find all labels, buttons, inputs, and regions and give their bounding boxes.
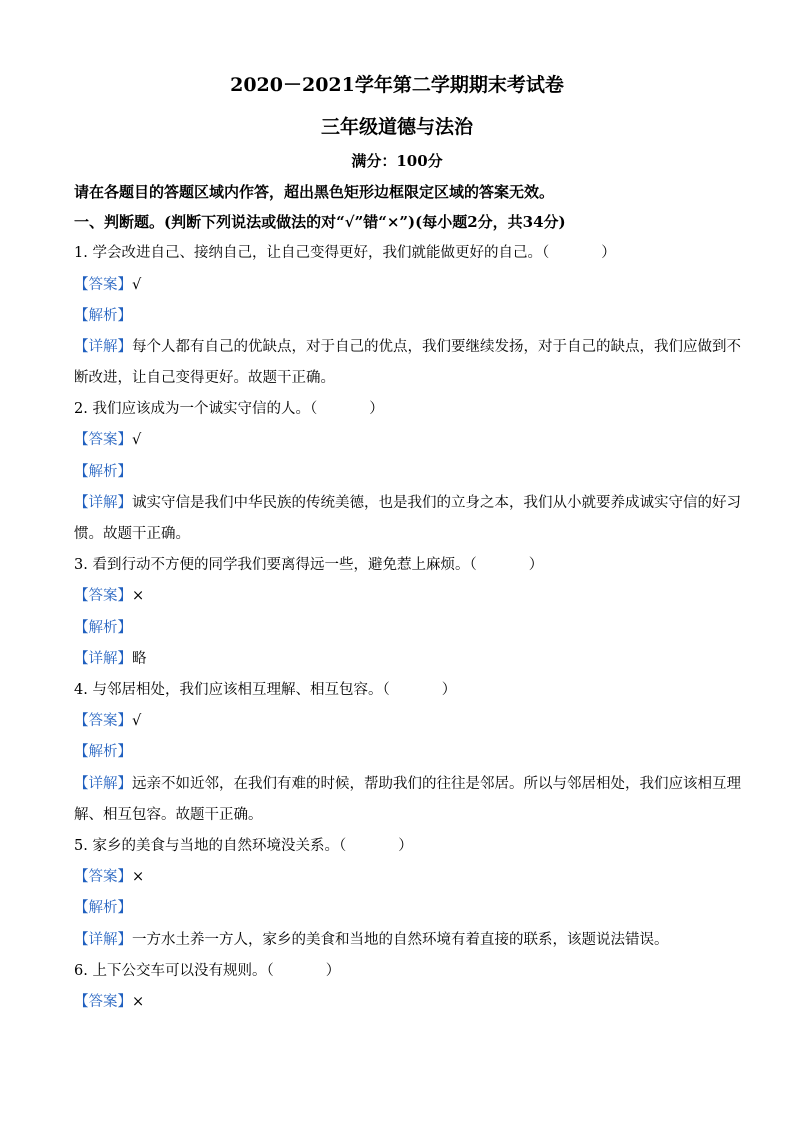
analysis-tag: 【解析】 [74,308,132,324]
question-text: 1. 学会改进自己、接纳自己，让自己变得更好，我们就能做更好的自己。 [74,245,542,261]
analysis-2 [74,462,734,482]
question-6: 6. 上下公交车可以没有规则。（ ） [74,963,341,979]
full-score: 满分：100分 [351,152,443,170]
answer-value: × [132,869,145,885]
analysis-tag: 【解析】 [74,900,132,916]
answer-tag: 【答案】 [74,869,132,885]
answer-2 [74,430,734,450]
analysis-tag: 【解析】 [74,744,132,760]
answer-value: √ [132,432,142,448]
question-4: 4. 与邻居相处，我们应该相互理解、相互包容。（ ） [74,682,457,698]
detail-1-cont: 断改进，让自己变得更好。故题干正确。 [74,370,335,386]
instruction: 请在各题目的答题区域内作答，超出黑色矩形边框限定区域的答案无效。 [74,183,555,201]
answer-value: √ [132,713,142,729]
question-1: 1. 学会改进自己、接纳自己，让自己变得更好，我们就能做更好的自己。（ ） [74,245,616,261]
detail-4: 【详解】远亲不如近邻，在我们有难的时候，帮助我们的往往是邻居。所以与邻居相处，我们应该相互理 [74,776,741,792]
question-text: 5. 家乡的美食与当地的自然环境没关系。 [74,838,339,854]
answer-tag: 【答案】 [74,588,132,604]
detail-tag: 【详解】 [74,495,132,511]
analysis-tag: 【解析】 [74,620,132,636]
analysis-4 [74,742,734,762]
answer-1 [74,275,734,295]
detail-1: 【详解】每个人都有自己的优缺点，对于自己的优点，我们要继续发扬，对于自己的缺点，我们应做到不 [74,339,741,355]
answer-value: √ [132,277,142,293]
detail-tag: 【详解】 [74,339,132,355]
answer-tag: 【答案】 [74,432,132,448]
answer-3 [74,586,734,606]
analysis-tag: 【解析】 [74,464,132,480]
detail-tag: 【详解】 [74,932,132,948]
answer-5 [74,867,734,887]
exam-title: 2020－2021学年第二学期期末考试卷 [230,74,564,96]
detail-tag: 【详解】 [74,776,132,792]
detail-5: 【详解】一方水土养一方人，家乡的美食和当地的自然环境有着直接的联系，该题说法错误。 [74,932,669,948]
question-text: 2. 我们应该成为一个诚实守信的人。 [74,401,310,417]
question-3: 3. 看到行动不方便的同学我们要离得远一些，避免惹上麻烦。（ ） [74,557,544,573]
answer-tag: 【答案】 [74,713,132,729]
answer-tag: 【答案】 [74,994,132,1010]
analysis-1 [74,306,734,326]
question-2: 2. 我们应该成为一个诚实守信的人。（ ） [74,401,384,417]
detail-tag: 【详解】 [74,651,132,667]
analysis-5 [74,898,734,918]
section-title: 一、判断题。(判断下列说法或做法的对“√”错“×”)(每小题2分，共34分) [74,213,566,231]
detail-2: 【详解】诚实守信是我们中华民族的传统美德，也是我们的立身之本，我们从小就要养成诚实守信的好习 [74,495,741,511]
exam-subtitle: 三年级道德与法治 [320,116,473,138]
question-text: 6. 上下公交车可以没有规则。 [74,963,267,979]
question-text: 3. 看到行动不方便的同学我们要离得远一些，避免惹上麻烦。 [74,557,470,573]
detail-4-cont: 解、相互包容。故题干正确。 [74,807,263,823]
answer-value: × [132,588,145,604]
answer-6 [74,992,734,1012]
analysis-3 [74,618,734,638]
detail-3: 【详解】略 [74,651,147,667]
question-5: 5. 家乡的美食与当地的自然环境没关系。（ ） [74,838,413,854]
answer-value: × [132,994,145,1010]
question-text: 4. 与邻居相处，我们应该相互理解、相互包容。 [74,682,383,698]
answer-4 [74,711,734,731]
detail-2-cont: 惯。故题干正确。 [74,526,190,542]
answer-tag: 【答案】 [74,277,132,293]
